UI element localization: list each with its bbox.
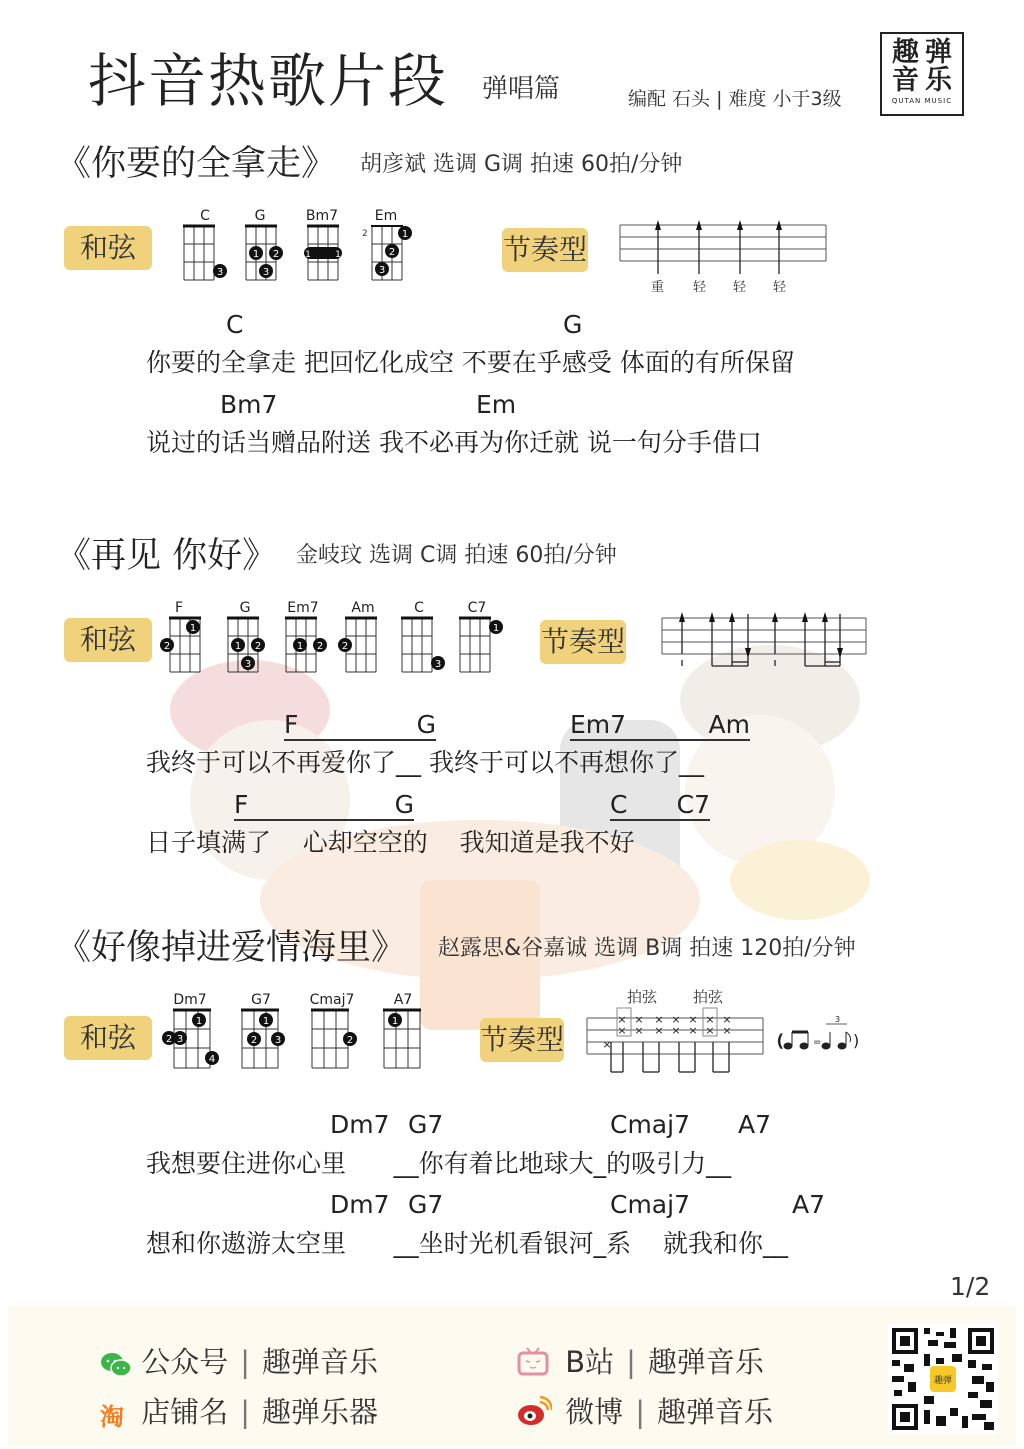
chord-marker <box>610 790 710 821</box>
wechat-icon <box>100 1351 132 1377</box>
svg-text:×: × <box>617 1024 627 1037</box>
svg-text:1: 1 <box>296 641 304 652</box>
chord-marker: G7 <box>408 1190 444 1219</box>
accent-label: 重 <box>651 280 665 295</box>
qr-logo-text: 趣弹 <box>933 1376 953 1386</box>
page-subtitle: 弹唱篇 <box>482 74 561 104</box>
svg-text:×: × <box>654 1013 664 1026</box>
svg-text:×: × <box>602 1038 612 1051</box>
song-title: 《你要的全拿走》 <box>56 144 337 184</box>
svg-text:×: × <box>722 1013 732 1026</box>
chord-marker: Em <box>476 390 517 419</box>
chord-marker <box>570 710 750 741</box>
chords-label: 和弦 <box>64 1016 152 1060</box>
lyric-line: 我想要住进你心里 __你有着比地球大_的吸引力__ <box>146 1149 732 1178</box>
svg-text:1: 1 <box>305 250 311 260</box>
chord-diagram-dm7: Dm7 1 2 3 4 <box>162 992 222 1072</box>
chord-diagram-cmaj7: Cmaj7 2 <box>308 992 368 1072</box>
bilibili-icon <box>516 1346 556 1383</box>
chord-marker: A7 <box>792 1190 826 1219</box>
chord-name: G <box>394 790 414 819</box>
chords-label: 和弦 <box>64 618 152 662</box>
page-number: 1/2 <box>950 1272 991 1301</box>
footer-wechat: 公众号 | 趣弹音乐 <box>100 1340 378 1381</box>
svg-text:2: 2 <box>272 249 280 260</box>
chord-marker: Dm7 <box>330 1190 390 1219</box>
svg-text:3: 3 <box>244 659 252 670</box>
footer-weibo: 微博 | 趣弹音乐 <box>516 1390 773 1433</box>
svg-text:): ) <box>853 1031 860 1050</box>
annotation: 拍弦 <box>627 988 658 1006</box>
chord-diagram-g7: G7 1 2 3 <box>238 992 294 1072</box>
chord-marker: G <box>563 310 583 339</box>
lyric-line: 我终于可以不再爱你了__ 我终于可以不再想你了__ <box>146 748 704 777</box>
lyric-line: 日子填满了 心却空空的 我知道是我不好 <box>146 828 635 857</box>
svg-text:1: 1 <box>189 623 197 634</box>
svg-text:1: 1 <box>492 623 500 634</box>
chord-name: F <box>234 790 249 819</box>
chord-diagram-c: C 3 <box>180 208 230 283</box>
svg-text:×: × <box>634 1013 644 1026</box>
rhythm-label: 节奏型 <box>480 1018 564 1062</box>
brand-logo <box>880 32 964 116</box>
chord-name: F <box>284 710 299 739</box>
song-meta: 胡彦斌 选调 G调 拍速 60拍/分钟 <box>360 152 683 177</box>
svg-text:3: 3 <box>176 1034 184 1045</box>
chord-name: Am <box>708 710 750 739</box>
chord-marker: A7 <box>738 1110 772 1139</box>
chord-diagram-f: F 1 2 <box>160 600 210 675</box>
svg-text:2: 2 <box>362 229 368 239</box>
rhythm-label: 节奏型 <box>540 620 626 664</box>
footer-bilibili: B站 | 趣弹音乐 <box>516 1340 764 1383</box>
annotation: 拍弦 <box>693 988 724 1006</box>
rhythm-pattern-3 <box>585 986 875 1076</box>
svg-text:2: 2 <box>388 247 396 258</box>
svg-text:×: × <box>705 1013 715 1026</box>
svg-text:2: 2 <box>341 641 349 652</box>
svg-text:2: 2 <box>165 1034 173 1045</box>
chord-diagram-em: Em 2 1 2 3 <box>362 208 412 283</box>
chord-marker: Cmaj7 <box>610 1110 690 1139</box>
accent-label: 轻 <box>693 280 707 295</box>
chord-diagram-a7: A7 1 <box>380 992 436 1072</box>
svg-text:1: 1 <box>234 641 242 652</box>
svg-text:×: × <box>617 1013 627 1026</box>
svg-text:1: 1 <box>335 250 341 260</box>
svg-text:×: × <box>671 1013 681 1026</box>
svg-text:1: 1 <box>252 249 260 260</box>
svg-text:×: × <box>705 1024 715 1037</box>
svg-text:×: × <box>671 1024 681 1037</box>
svg-text:1: 1 <box>391 1016 399 1027</box>
chord-diagram-am: Am 2 <box>336 600 386 675</box>
rhythm-label: 节奏型 <box>502 228 588 272</box>
chord-diagram-g: G 1 2 3 <box>224 600 274 675</box>
svg-text:2: 2 <box>254 641 262 652</box>
chord-diagram-bm7: Bm7 1 1 <box>305 208 341 260</box>
chord-marker: Bm7 <box>220 390 278 419</box>
svg-text:×: × <box>722 1024 732 1037</box>
footer-taobao: 淘 店铺名 | 趣弹乐器 <box>100 1395 379 1431</box>
song-meta: 金岐玟 选调 C调 拍速 60拍/分钟 <box>296 543 617 568</box>
rhythm-pattern-1 <box>618 218 830 298</box>
footer-panel <box>8 1306 1016 1446</box>
svg-text:×: × <box>654 1024 664 1037</box>
svg-text:3: 3 <box>216 267 224 278</box>
svg-text:1: 1 <box>401 229 409 240</box>
chord-marker: Cmaj7 <box>610 1190 690 1219</box>
logo-chars-bottom: 音乐 <box>892 65 958 96</box>
qr-code[interactable] <box>888 1324 998 1434</box>
chord-diagram-em7: Em7 1 2 <box>282 600 332 675</box>
svg-text:2: 2 <box>346 1035 354 1046</box>
svg-text:3: 3 <box>262 267 270 278</box>
svg-text:×: × <box>688 1024 698 1037</box>
chord-marker <box>284 710 436 741</box>
chord-marker: Dm7 <box>330 1110 390 1139</box>
song-title: 《再见 你好》 <box>56 536 278 576</box>
song-title: 《好像掉进爱情海里》 <box>56 928 407 968</box>
svg-text:3: 3 <box>835 1015 841 1024</box>
chord-name: C <box>610 790 628 819</box>
chords-label: 和弦 <box>64 226 152 270</box>
chord-diagram-c7: C7 1 <box>456 600 506 675</box>
chord-marker: G7 <box>408 1110 444 1139</box>
chord-marker <box>234 790 414 821</box>
chord-name: C7 <box>676 790 710 819</box>
svg-text:2: 2 <box>316 641 324 652</box>
accent-label: 轻 <box>773 280 787 295</box>
chord-name: G <box>416 710 436 739</box>
svg-text:(: ( <box>777 1031 784 1050</box>
weibo-icon <box>516 1396 556 1433</box>
page-title: 抖音热歌片段 <box>88 47 449 115</box>
svg-text:×: × <box>688 1013 698 1026</box>
lyric-line: 想和你遨游太空里 __坐时光机看银河_系 就我和你__ <box>146 1229 788 1258</box>
lyric-line: 说过的话当赠品附送 我不必再为你迁就 说一句分手借口 <box>146 428 762 457</box>
svg-text:×: × <box>634 1024 644 1037</box>
song-meta: 赵露思&谷嘉诚 选调 B调 拍速 120拍/分钟 <box>438 936 856 961</box>
svg-text:3: 3 <box>378 265 386 276</box>
svg-text:1: 1 <box>262 1016 270 1027</box>
logo-chars-top: 趣弹 <box>892 37 958 68</box>
svg-text:3: 3 <box>434 659 442 670</box>
taobao-icon: 淘 <box>100 1402 124 1431</box>
accent-label: 轻 <box>733 280 747 295</box>
svg-text:3: 3 <box>274 1035 282 1046</box>
rhythm-pattern-2 <box>660 610 870 680</box>
credits: 编配 石头 | 难度 小于3级 <box>628 88 842 110</box>
logo-en: QUTAN MUSIC <box>891 97 953 105</box>
svg-text:2: 2 <box>163 641 171 652</box>
chord-diagram-c: C 3 <box>398 600 448 675</box>
svg-text:1: 1 <box>195 1016 203 1027</box>
chord-marker: C <box>226 310 244 339</box>
chord-diagram-g: G 1 2 3 <box>244 208 284 283</box>
svg-text:2: 2 <box>250 1035 258 1046</box>
svg-text:4: 4 <box>208 1054 216 1065</box>
chord-name: Em7 <box>570 710 627 739</box>
lyric-line: 你要的全拿走 把回忆化成空 不要在乎感受 体面的有所保留 <box>146 348 795 377</box>
svg-text:=: = <box>813 1037 822 1048</box>
